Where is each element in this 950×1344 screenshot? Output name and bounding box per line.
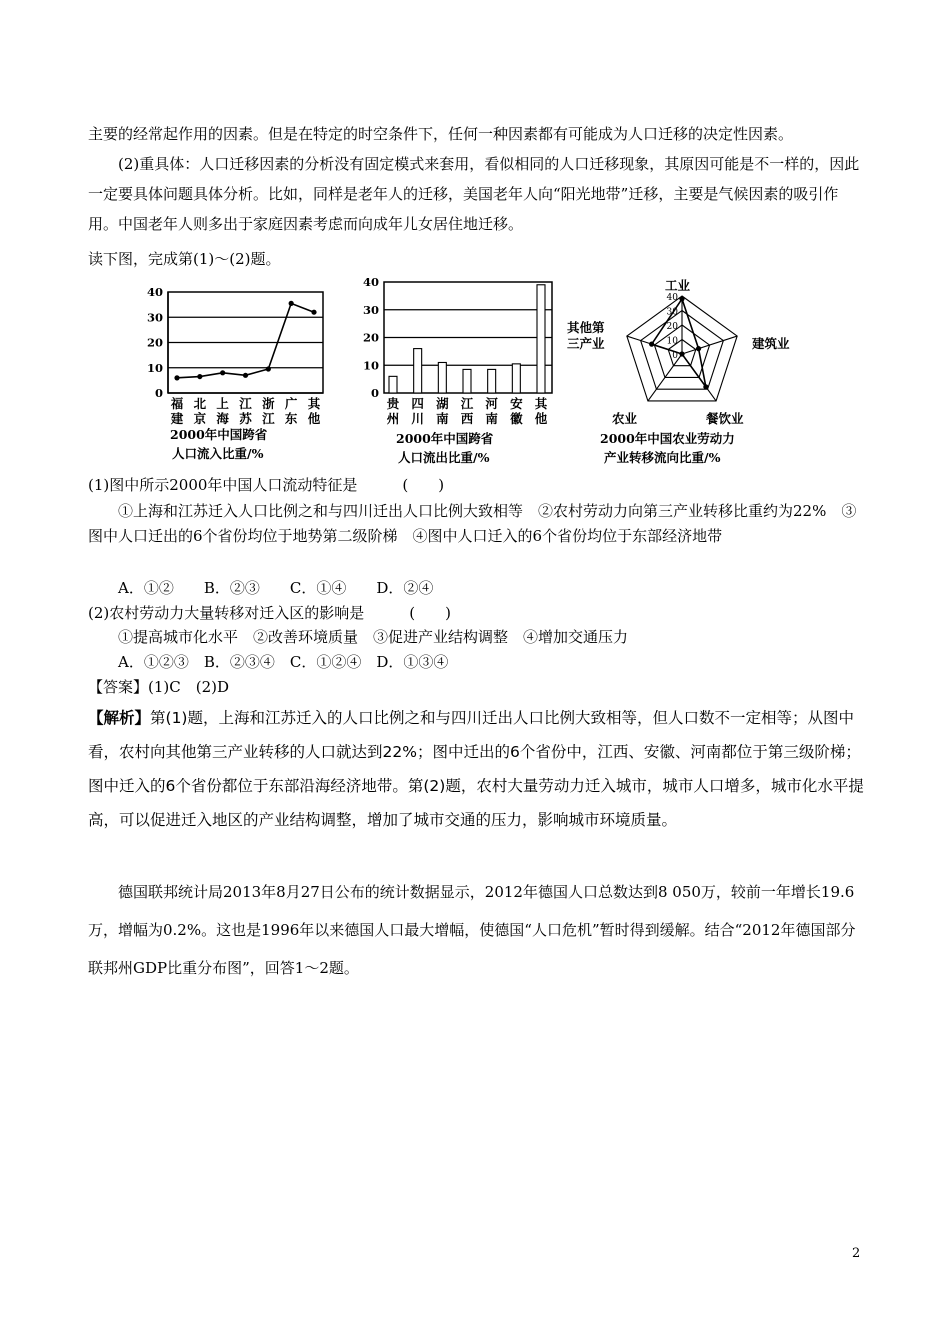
inflow-category-label-bottom: 京: [193, 411, 207, 426]
inflow-data-point: [243, 373, 248, 378]
radar-data-point: [649, 342, 654, 347]
paragraph-continued: 主要的经常起作用的因素。但是在特定的时空条件下，任何一种因素都有可能成为人口迁移的决定性因素。: [88, 125, 794, 143]
outflow-category-label-bottom: 南: [436, 411, 449, 426]
inflow-category-label-bottom: 他: [307, 411, 321, 426]
inflow-data-point: [197, 374, 202, 379]
analysis-label: 【解析】: [88, 709, 151, 727]
radar-rtick-label: 10: [666, 336, 678, 347]
outflow-ytick-label: 40: [362, 275, 379, 289]
radar-caption-line2: 产业转移流向比重/%: [604, 450, 721, 465]
analysis-text: 第(1)题，上海和江苏迁入的人口比例之和与四川迁出人口比例大致相等，但人口数不一定相等；从图中看，农村向其他第三产业转移的人口就达到22%；图中迁出的6个省份中，江西、安徽、河南都位于第三级阶梯；图中迁入的6个省份都位于东部沿海经济地带。第(2)题，农村大量劳动力迁入城市，城市人口增多，城市化水平提高，可以促进迁入地区的产业结构调整，增加了城市交通的压力，影响城市环境质量。: [88, 709, 864, 829]
outflow-category-label-top: 四: [411, 396, 424, 411]
outflow-category-label-bottom: 他: [534, 411, 548, 426]
outflow-bar: [488, 369, 496, 393]
inflow-category-label-bottom: 海: [216, 411, 229, 426]
outflow-bar: [512, 364, 520, 393]
outflow-category-label-top: 其: [534, 396, 548, 411]
outflow-category-label-bottom: 州: [386, 411, 400, 426]
inflow-category-label-top: 上: [216, 396, 229, 411]
inflow-ytick-label: 30: [146, 310, 163, 325]
radar-axis-label-agriculture: 农业: [612, 411, 638, 426]
inflow-category-label-top: 广: [284, 396, 298, 411]
inflow-category-label-bottom: 江: [262, 411, 275, 426]
inflow-ytick-label: 0: [154, 386, 163, 400]
radar-axis-label-construction: 建筑业: [752, 336, 790, 351]
radar-data-point: [679, 351, 684, 356]
question-1-choices: A．①② B．②③ C．①④ D．②④: [118, 579, 434, 597]
answer-text: (1)C (2)D: [148, 678, 230, 696]
radar-rtick-label: 20: [666, 322, 678, 332]
radar-caption-line1: 2000年中国农业劳动力: [600, 431, 735, 446]
inflow-caption-line2: 人口流入比重/%: [172, 446, 264, 461]
paragraph-specifics: (2)重具体：人口迁移因素的分析没有固定模式来套用，看似相同的人口迁移现象，其原因可能是不一样的，因此一定要具体问题具体分析。比如，同样是老年人的迁移，美国老年人向“阳光地带”迁移，主要是气候因素的吸引作用。中国老年人则多出于家庭因素考虑而向成年儿女居住地迁移。: [88, 155, 860, 233]
analysis-paragraph: [88, 701, 864, 837]
inflow-series-line: [177, 303, 314, 377]
outflow-caption-line1: 2000年中国跨省: [396, 431, 494, 446]
inflow-ytick-label: 10: [146, 360, 163, 375]
inflow-data-point: [289, 301, 294, 306]
radar-data-point: [703, 384, 708, 389]
outflow-bar: [414, 349, 422, 393]
inflow-ytick-label: 20: [146, 335, 163, 350]
outflow-category-label-bottom: 徽: [510, 411, 523, 426]
question-1-options: ①上海和江苏迁入人口比例之和与四川迁出人口比例大致相等 ②农村劳动力向第三产业转移比重约为22% ③图中人口迁出的6个省份均位于地势第二级阶梯 ④图中人口迁入的6个省份均位于东部经济地带: [88, 502, 857, 545]
inflow-caption-line1: 2000年中国跨省: [170, 427, 268, 442]
outflow-ytick-label: 30: [362, 302, 379, 317]
outflow-bar: [537, 285, 545, 393]
outflow-category-label-bottom: 川: [411, 411, 424, 426]
radar-axis-label-other-tertiary: 其他第三产业: [567, 320, 605, 351]
inflow-category-label-top: 北: [193, 396, 207, 411]
radar-axis-label-industry: 工业: [665, 278, 691, 293]
germany-paragraph: 德国联邦统计局2013年8月27日公布的统计数据显示，2012年德国人口总数达到8 050万，较前一年增长19.6万，增幅为0.2%。这也是1996年以来德国人口最大增幅，使德国“人口危机”暂时得到缓解。结合“2012年德国部分联邦州GDP比重分布图”，回答1～2题。: [88, 883, 856, 977]
outflow-bar-chart: [363, 275, 552, 465]
inflow-category-label-top: 江: [239, 396, 252, 411]
inflow-category-label-top: 浙: [262, 396, 275, 411]
outflow-category-label-top: 贵: [386, 396, 400, 411]
inflow-category-label-top: 其: [307, 396, 321, 411]
inflow-ytick-label: 40: [146, 285, 163, 299]
inflow-data-point: [266, 366, 271, 371]
inflow-category-label-bottom: 东: [284, 411, 298, 426]
question-1: (1)图中所示2000年中国人口流动特征是 ( ): [88, 476, 445, 494]
outflow-category-label-bottom: 南: [485, 411, 498, 426]
page-number: 2: [852, 1246, 861, 1261]
outflow-bar: [438, 362, 446, 393]
answer-label: 【答案】: [88, 678, 149, 696]
outflow-ytick-label: 0: [370, 386, 379, 400]
radar-data-point: [679, 296, 684, 301]
radar-rtick-label: 30: [666, 307, 678, 318]
outflow-category-label-bottom: 西: [460, 411, 474, 426]
radar-rtick-label: 40: [666, 293, 678, 303]
question-2-options: ①提高城市化水平 ②改善环境质量 ③促进产业结构调整 ④增加交通压力: [118, 628, 629, 646]
radar-rtick-label: 0: [672, 351, 678, 361]
question-intro: 读下图，完成第(1)～(2)题。: [88, 250, 281, 268]
inflow-data-point: [220, 370, 225, 375]
inflow-category-label-top: 福: [170, 396, 184, 411]
question-2: (2)农村劳动力大量转移对迁入区的影响是 ( ): [88, 604, 451, 622]
outflow-caption-line2: 人口流出比重/%: [398, 450, 490, 465]
outflow-category-label-top: 河: [485, 396, 498, 411]
radar-axis-label-catering: 餐饮业: [706, 411, 744, 426]
radar-data-point: [696, 346, 701, 351]
inflow-category-label-bottom: 建: [170, 411, 184, 426]
inflow-category-label-bottom: 苏: [239, 411, 252, 426]
outflow-bar: [389, 376, 397, 393]
outflow-category-label-top: 湖: [436, 396, 449, 411]
outflow-category-label-top: 安: [510, 396, 523, 411]
question-2-choices: A．①②③ B．②③④ C．①②④ D．①③④: [118, 653, 449, 671]
outflow-bar: [463, 369, 471, 393]
inflow-data-point: [174, 375, 179, 380]
answer-line: [88, 673, 864, 701]
inflow-data-point: [311, 310, 316, 315]
outflow-ytick-label: 10: [362, 358, 379, 373]
outflow-ytick-label: 20: [362, 330, 379, 345]
labor-radar-chart: [567, 278, 790, 465]
outflow-category-label-top: 江: [460, 396, 474, 411]
inflow-line-chart: [147, 285, 323, 461]
